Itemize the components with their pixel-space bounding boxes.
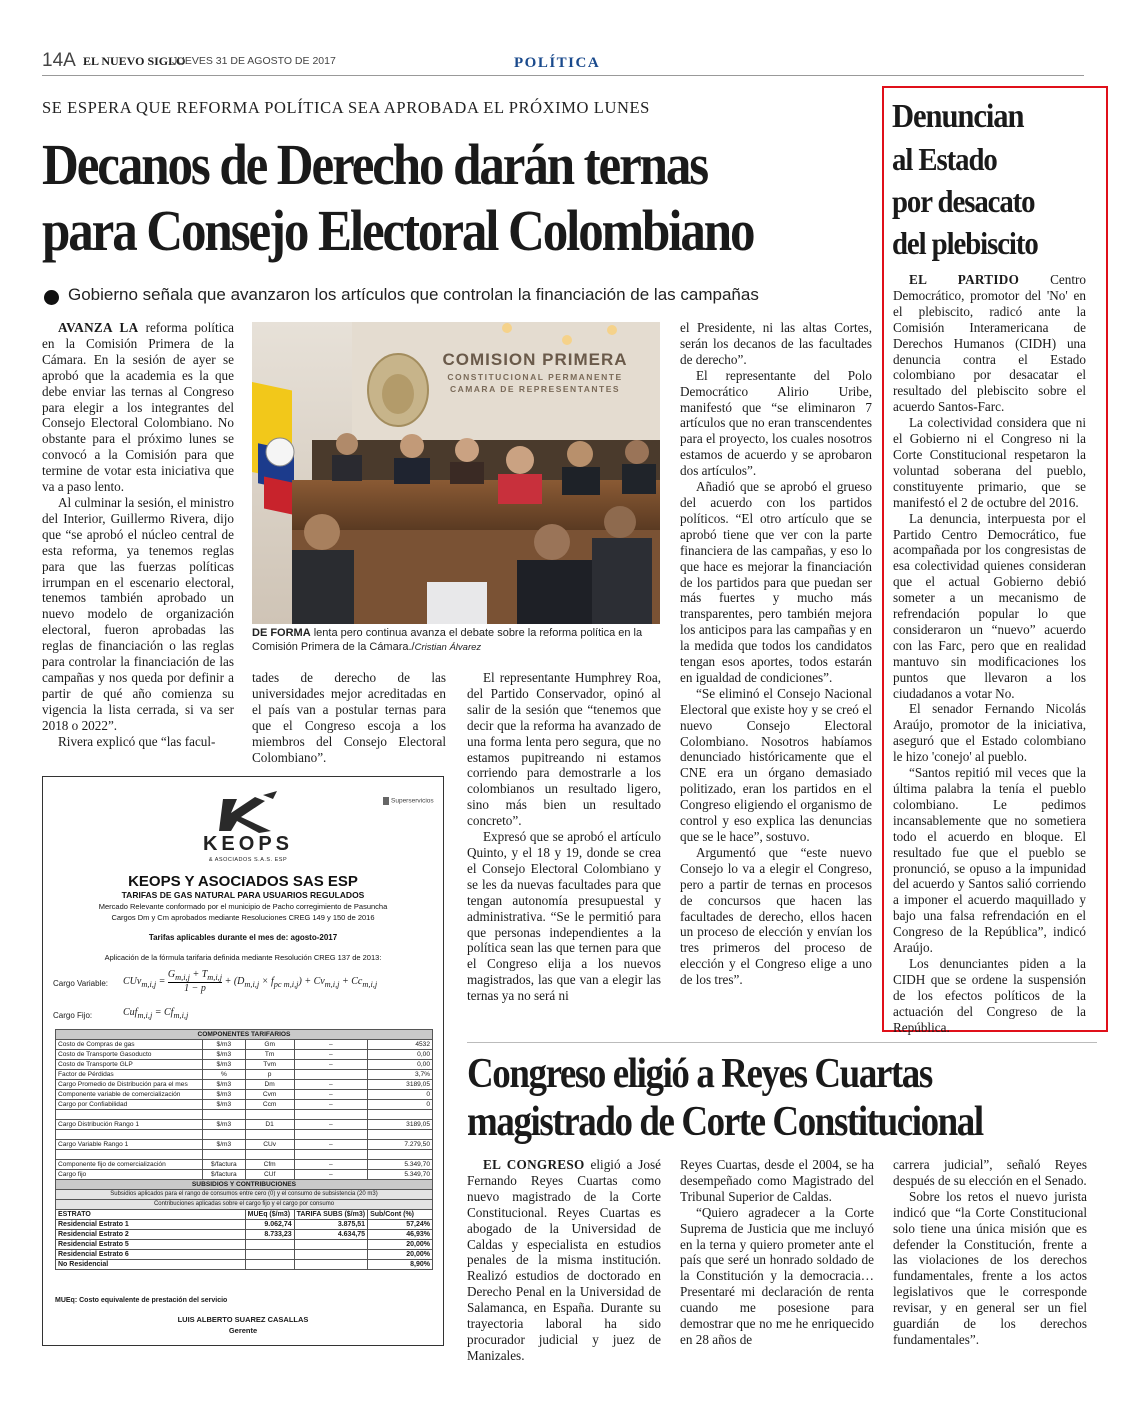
- component-row: [56, 1150, 433, 1160]
- component-cell: –: [294, 1100, 367, 1110]
- sidebar-title-line: Denuncian: [892, 98, 1024, 135]
- main-col-1: [42, 320, 234, 749]
- lead-in: EL PARTIDO: [909, 272, 1020, 287]
- coat-of-arms: [368, 354, 428, 426]
- strata-cell: 8,90%: [368, 1260, 433, 1270]
- paragraph: Añadió que se aprobó el grueso del acuerdo con los partidos políticos. “El otro artículo que se aprobó tiene que ver con la parte financiera de las campañas, y eso lo que hace es mejorar la financiación de los partidos para que puedan ser más fuertes y mucho más transparentes, pero también mejora los anticipos para las campañas y en la medida que todos los candidatos tengan esos aportes, todos estarán en igualdad de condiciones”.: [680, 479, 872, 685]
- strata-cell: [245, 1240, 294, 1250]
- component-cell: [368, 1130, 433, 1140]
- component-row: [56, 1130, 433, 1140]
- second-col-3: [893, 1157, 1087, 1348]
- component-cell: [245, 1130, 294, 1140]
- strata-header-cell: TARIFA SUBS ($/m3): [294, 1210, 367, 1220]
- strata-row: [56, 1260, 433, 1270]
- paragraph: La colectividad considera que ni el Gobierno ni el Congreso ni la Corte Constitucional respetaron la voluntad soberana del pueblo, constituyente primario, que se manifestó el 2 de octubre del 2016.: [893, 415, 1086, 510]
- section-label: POLÍTICA: [514, 55, 601, 71]
- strata-cell: No Residencial: [56, 1260, 246, 1270]
- subhead-bullet: [44, 290, 59, 305]
- main-col-2: [252, 670, 446, 765]
- strata-cell: 4.634,75: [294, 1230, 367, 1240]
- component-cell: Dm: [245, 1080, 294, 1090]
- component-cell: [56, 1110, 203, 1120]
- main-headline-line-1: Decanos de Derecho darán ternas: [42, 132, 708, 197]
- component-cell: CUf: [245, 1170, 294, 1180]
- strata-cell: Residencial Estrato 2: [56, 1230, 246, 1240]
- sidebar-body: [893, 272, 1086, 1036]
- sidebar-title-line: al Estado: [892, 141, 997, 177]
- component-cell: Cargo Distribución Rango 1: [56, 1120, 203, 1130]
- sign-line: COMISION PRIMERA: [442, 350, 628, 369]
- component-cell: $/m3: [203, 1050, 246, 1060]
- subsidies-note: Subsidios aplicados para el rango de consumos entre cero (0) y el consumo de subsistencia (20 m3): [56, 1190, 433, 1200]
- caption-text: lenta pero continua avanza el debate sobre la reforma política en la Comisión Primera de la Cámara./: [252, 627, 643, 653]
- cargo-variable-formula: CUv$_{m,i,j}$ = $\frac{G_{m,i,j} + T_{m,i,j}}{1 - p}$ + $(D_{m,i,j} \times f_{pc m,i,j}) + Cv_{m,i,j} + Cc_{m,i,j}$: [123, 969, 378, 994]
- component-cell: Cvm: [245, 1090, 294, 1100]
- ad-month: Tarifas aplicables durante el mes de: agosto-2017: [148, 933, 338, 942]
- component-cell: Componente variable de comercialización: [56, 1090, 203, 1100]
- component-cell: $/factura: [203, 1170, 246, 1180]
- paper-name: EL NUEVO SIGLO: [83, 54, 186, 68]
- component-cell: [56, 1150, 203, 1160]
- strata-cell: 3.875,51: [294, 1220, 367, 1230]
- sidebar-title: [892, 96, 1102, 264]
- component-cell: [203, 1110, 246, 1120]
- subsidies-note: Contribuciones aplicadas sobre el cargo fijo y el cargo por consumo: [56, 1200, 433, 1210]
- cargo-fijo-label: Cargo Fijo:: [53, 1011, 93, 1020]
- paragraph: “Santos repitió mil veces que la última palabra la tenía el pueblo colombiano. Le pedimos incansablemente que no sometiera todo el acuerdo en bloque. El resultado fue que el pueblo se pronunció, se opuso a la impunidad del acuerdo y Santos salió corriendo a imponer el acuerdo maquillado y bajo una falsa refrendación en el Congreso de la República”, indicó Araújo.: [893, 765, 1086, 956]
- paragraph: eligió a José Fernando Reyes Cuartas como nuevo magistrado de la Corte Constitucional. Reyes Cuartas es abogado de la Universidad de Caldas y especialista en estudios penales de la misma institución. Realizó estudios de doctorado en Derecho Penal en la Universidad de Salamanca, en España. Durante su trayectoria laboral ha sido procurador judicial y juez de Manizales.: [467, 1157, 661, 1363]
- strata-cell: [294, 1250, 367, 1260]
- components-table: [55, 1029, 433, 1270]
- strata-cell: Residencial Estrato 6: [56, 1250, 246, 1260]
- photo-caption: [252, 626, 660, 655]
- keops-ad: [42, 776, 444, 1346]
- strata-header-cell: ESTRATO: [56, 1210, 246, 1220]
- ad-market-1: Mercado Relevante conformado por el municipio de Pacho corregimiento de Pasuncha: [98, 902, 388, 911]
- component-cell: –: [294, 1050, 367, 1060]
- component-cell: CUv: [245, 1140, 294, 1150]
- component-cell: –: [294, 1080, 367, 1090]
- component-cell: –: [294, 1090, 367, 1100]
- strata-row: [56, 1240, 433, 1250]
- paragraph: “Se eliminó el Consejo Nacional Electoral que existe hoy y se creó el nuevo Consejo Electoral Colombiano. Nosotros habíamos denunciado históricamente que el CNE era un órgano demasiado politizado, eran los partidos en el Congreso eligiendo el organismo de control y eso explica las denuncias que se le hace”, sostuvo.: [680, 685, 872, 844]
- component-cell: [368, 1110, 433, 1120]
- paragraph: Reyes Cuartas, desde el 2004, se ha desempeñado como Magistrado del Tribunal Superior de Caldas.: [680, 1157, 874, 1204]
- component-cell: –: [294, 1040, 367, 1050]
- page-number: 14A: [42, 50, 76, 71]
- component-row: [56, 1070, 433, 1080]
- strata-row: [56, 1230, 433, 1240]
- strata-cell: Residencial Estrato 1: [56, 1220, 246, 1230]
- component-cell: Componente fijo de comercialización: [56, 1160, 203, 1170]
- component-cell: [245, 1150, 294, 1160]
- component-cell: –: [294, 1160, 367, 1170]
- component-cell: 0,00: [368, 1060, 433, 1070]
- component-cell: Cargo fijo: [56, 1170, 203, 1180]
- component-cell: $/factura: [203, 1160, 246, 1170]
- component-cell: 5.349,70: [368, 1160, 433, 1170]
- sign-line: CAMARA DE REPRESENTANTES: [449, 384, 621, 394]
- strata-cell: 20,00%: [368, 1250, 433, 1260]
- main-headline-line-2: para Consejo Electoral Colombiano: [42, 198, 754, 263]
- strata-row: [56, 1220, 433, 1230]
- component-cell: 4532: [368, 1040, 433, 1050]
- component-row: [56, 1120, 433, 1130]
- masthead-rule: [42, 75, 1084, 76]
- strata-cell: [245, 1260, 294, 1270]
- paragraph: El representante del Polo Democrático Alirio Uribe, manifestó que “se eliminaron 7 artículos que no eran transcendentes para el proyecto, los cuales nosotros estamos de acuerdo y se aprobaron dos artículos”.: [680, 367, 872, 479]
- paragraph: reforma política en la Comisión Primera de la Cámara. En la sesión de ayer se aprobó que la academia es la que debe enviar las ternas al Congreso para elegir a los integrantes del Consejo Electoral Colombiano. No obstante para el próximo lunes se convocó a la Comisión para que termine de votar esta iniciativa que va a paso lento.: [42, 320, 234, 495]
- superservicios-logo: [383, 797, 434, 805]
- component-cell: –: [294, 1170, 367, 1180]
- component-cell: $/m3: [203, 1060, 246, 1070]
- paragraph: Al culminar la sesión, el ministro del Interior, Guillermo Rivera, dijo que “se aprobó el núcleo central de esta reforma, ya tenemos reglas para que las fuerzas políticas irrumpan en el escenario electoral, tenemos también aprobado un nuevo modelo de organización electoral, fueron aprobadas las reglas de financiación o las reglas para controlar la financiación de las campañas y nos queda por definir a partir de qué año comienza su vigencia la lista cerrada, si va ser 2018 o 2022”.: [42, 494, 234, 733]
- component-cell: [294, 1130, 367, 1140]
- lead-in: AVANZA LA: [58, 320, 139, 335]
- main-col-4: [680, 320, 872, 988]
- component-cell: 3,7%: [368, 1070, 433, 1080]
- paragraph: Argumentó que “este nuevo Consejo lo va a elegir el Congreso, pero a partir de ternas en procesos de concursos que hacen las facultades de derecho, ellos hacen un proceso de elección y envían los tres primeros del proceso de elección y el Congreso elige a uno de los tres”.: [680, 844, 872, 988]
- second-col-1: [467, 1157, 661, 1364]
- cargo-variable-label: Cargo Variable:: [53, 979, 108, 988]
- session-photo: [252, 322, 660, 624]
- subhead: Gobierno señala que avanzaron los artículos que controlan la financiación de las campañas: [68, 285, 759, 304]
- component-cell: 5.349,70: [368, 1170, 433, 1180]
- second-headline-line: magistrado de Corte Constitucional: [467, 1099, 983, 1145]
- ad-signer-role: Gerente: [228, 1326, 258, 1335]
- components-header: COMPONENTES TARIFARIOS: [56, 1030, 433, 1040]
- component-cell: $/m3: [203, 1120, 246, 1130]
- second-headline-line: Congreso eligió a Reyes Cuartas: [467, 1051, 932, 1097]
- section-rule: [467, 1042, 1097, 1043]
- component-cell: $/m3: [203, 1090, 246, 1100]
- paragraph: La denuncia, interpuesta por el Partido Centro Democrático, fue acompañada por los congresistas de esa colectividad quienes consideran que el actual Gobierno debió someter a un mecanismo de refrendación popular lo que consideraron un “nuevo” acuerdo con las Farc, pero que en realidad mantuvo sin modificaciones los puntos que llevaron a los ciudadanos a votar No.: [893, 510, 1086, 701]
- component-row: [56, 1110, 433, 1120]
- ad-footnote: MUEq: Costo equivalente de prestación del servicio: [55, 1297, 228, 1304]
- component-cell: Costo de Compras de gas: [56, 1040, 203, 1050]
- superservicios-text: Superservicios: [391, 797, 434, 805]
- component-cell: [368, 1150, 433, 1160]
- component-cell: [294, 1110, 367, 1120]
- component-cell: $/m3: [203, 1080, 246, 1090]
- component-cell: Tvm: [245, 1060, 294, 1070]
- component-cell: Ccm: [245, 1100, 294, 1110]
- strata-cell: [294, 1240, 367, 1250]
- component-cell: 3189,05: [368, 1080, 433, 1090]
- caption-lead: DE FORMA: [252, 627, 311, 639]
- cargo-fijo-formula: $Cuf_{m,i,j} = Cf_{m,i,j}$: [123, 1007, 189, 1020]
- keops-logo-sub: & ASOCIADOS S.A.S. ESP: [208, 857, 288, 863]
- component-cell: –: [294, 1140, 367, 1150]
- component-row: [56, 1170, 433, 1180]
- strata-cell: 57,24%: [368, 1220, 433, 1230]
- component-cell: 3189,05: [368, 1120, 433, 1130]
- sidebar-title-line: del plebiscito: [892, 225, 1038, 261]
- component-cell: [203, 1150, 246, 1160]
- component-cell: [294, 1070, 367, 1080]
- sign-line: CONSTITUCIONAL PERMANENTE: [447, 372, 623, 382]
- ad-formula-note: Aplicación de la fórmula tarifaria definida mediante Resolución CREG 137 de 2013:: [104, 953, 382, 962]
- component-cell: %: [203, 1070, 246, 1080]
- ad-market-2: Cargos Dm y Cm aprobados mediante Resoluciones CREG 149 y 150 de 2016: [111, 913, 375, 922]
- component-cell: Factor de Pérdidas: [56, 1070, 203, 1080]
- component-cell: 0: [368, 1090, 433, 1100]
- component-cell: $/m3: [203, 1040, 246, 1050]
- paragraph: Los denunciantes piden a la CIDH que se ordene la suspensión de los efectos políticos de la actuación del Congreso de la República.: [893, 955, 1086, 1035]
- component-row: [56, 1160, 433, 1170]
- component-row: [56, 1040, 433, 1050]
- strata-header-cell: MUEq ($/m3): [245, 1210, 294, 1220]
- component-cell: –: [294, 1060, 367, 1070]
- main-headline: [42, 132, 882, 264]
- component-cell: [56, 1130, 203, 1140]
- paragraph: Centro Democrático, promotor del 'No' en el plebiscito, radicó ante la Comisión Interamericana de Derechos Humanos (CIDH) una denuncia contra el Estado colombiano por desacatar el resultado del plebiscito sobre el acuerdo Santos-Farc.: [893, 272, 1086, 415]
- component-cell: $/m3: [203, 1100, 246, 1110]
- component-cell: Cargo Promedio de Distribución para el mes: [56, 1080, 203, 1090]
- component-cell: Gm: [245, 1040, 294, 1050]
- strata-cell: 20,00%: [368, 1240, 433, 1250]
- lead-in: EL CONGRESO: [483, 1157, 585, 1172]
- ad-subtitle: TARIFAS DE GAS NATURAL PARA USUARIOS REGULADOS: [121, 890, 365, 900]
- component-cell: 7.279,50: [368, 1140, 433, 1150]
- component-cell: Costo de Transporte Gasoducto: [56, 1050, 203, 1060]
- strata-header-row: [56, 1210, 433, 1220]
- component-cell: [294, 1150, 367, 1160]
- subsidies-header: SUBSIDIOS Y CONTRIBUCIONES: [56, 1180, 433, 1190]
- paragraph: Rivera explicó que “las facul-: [58, 733, 216, 749]
- paragraph: tades de derecho de las universidades mejor acreditadas en el país van a postular ternas para que el Congreso escoja a los miembros del Consejo Electoral Colombiano”.: [252, 670, 446, 765]
- superservicios-icon: [383, 797, 389, 805]
- component-row: [56, 1090, 433, 1100]
- paragraph: Sobre los retos el nuevo jurista indicó que “la Corte Constitucional solo tiene una única misión que es defender la Constitución, frente a las violaciones de los derechos fundamentales, frente a los actos legislativos que le corresponde revisar, y en general ser un fiel guardián de los derechos fundamentales”.: [893, 1188, 1087, 1347]
- strata-cell: [245, 1250, 294, 1260]
- keops-logo-text: KEOPS: [202, 833, 294, 855]
- strata-cell: 9.062,74: [245, 1220, 294, 1230]
- component-cell: p: [245, 1070, 294, 1080]
- strata-row: [56, 1250, 433, 1260]
- component-row: [56, 1100, 433, 1110]
- paragraph: El representante Humphrey Roa, del Partido Conservador, opinó al salir de la sesión que “tenemos que decir que la reforma ha avanzado de una forma lenta pero segura, que no estamos pupitreando ni estamos corriendo para demostrarle a los colombianos un resultado ligero, sino más bien un resultado concreto”.: [467, 670, 661, 829]
- paragraph: El senador Fernando Nicolás Araújo, promotor de la iniciativa, aseguró que el Estado colombiano le hizo 'conejo' al pueblo.: [893, 701, 1086, 765]
- photo-credit: Cristian Álvarez: [414, 642, 482, 653]
- component-cell: Cargo por Confiabilidad: [56, 1100, 203, 1110]
- component-cell: [245, 1110, 294, 1120]
- strata-header-cell: Sub/Cont (%): [368, 1210, 433, 1220]
- component-cell: [203, 1130, 246, 1140]
- component-cell: Costo de Transporte GLP: [56, 1060, 203, 1070]
- photo-sign: [420, 350, 650, 394]
- component-row: [56, 1050, 433, 1060]
- paragraph: Expresó que se aprobó el artículo Quinto, y el 18 y 19, donde se crea el Consejo Electoral Colombiano y se les da nuevas facultades para que tengan autonomía presupuestal y administrativa. “Se le permitió para que personas independientes a la política sean las que ternen para que el Congreso elija a los nuevos magistrados, las que van a elegir las ternas ya no será ni: [467, 829, 661, 1004]
- paragraph: “Quiero agradecer a la Corte Suprema de Justicia que me incluyó en la terna y quiero prometer ante el país que seré un honrado soldado de la Constitución y la democracia… Presentaré mi declaración de renta cuando me posesione para demostrar que no me he enriquecido en 28 años de: [680, 1204, 874, 1347]
- strata-cell: 8.733,23: [245, 1230, 294, 1240]
- second-col-2: [680, 1157, 874, 1348]
- component-cell: $/m3: [203, 1140, 246, 1150]
- paragraph: carrera judicial”, señaló Reyes después de su elección en el Senado.: [893, 1157, 1087, 1188]
- ad-signer: LUIS ALBERTO SUAREZ CASALLAS: [177, 1315, 309, 1324]
- issue-date: JUEVES 31 DE AGOSTO DE 2017: [172, 55, 336, 67]
- component-cell: –: [294, 1120, 367, 1130]
- component-row: [56, 1080, 433, 1090]
- strata-cell: Residencial Estrato 5: [56, 1240, 246, 1250]
- component-cell: D1: [245, 1120, 294, 1130]
- component-cell: Cfm: [245, 1160, 294, 1170]
- paragraph: el Presidente, ni las altas Cortes, serán los decanos de las facultades de derecho”.: [680, 320, 872, 367]
- component-cell: Tm: [245, 1050, 294, 1060]
- component-row: [56, 1140, 433, 1150]
- sidebar-title-line: por desacato: [892, 183, 1035, 219]
- strata-cell: [294, 1260, 367, 1270]
- component-row: [56, 1060, 433, 1070]
- second-headline: [467, 1050, 1097, 1146]
- component-cell: 0,00: [368, 1050, 433, 1060]
- main-col-3: [467, 670, 661, 1004]
- strata-cell: 46,93%: [368, 1230, 433, 1240]
- component-cell: Cargo Variable Rango 1: [56, 1140, 203, 1150]
- component-cell: 0: [368, 1100, 433, 1110]
- ad-title: KEOPS Y ASOCIADOS SAS ESP: [128, 873, 358, 890]
- article-kicker: SE ESPERA QUE REFORMA POLÍTICA SEA APROBADA EL PRÓXIMO LUNES: [42, 98, 650, 117]
